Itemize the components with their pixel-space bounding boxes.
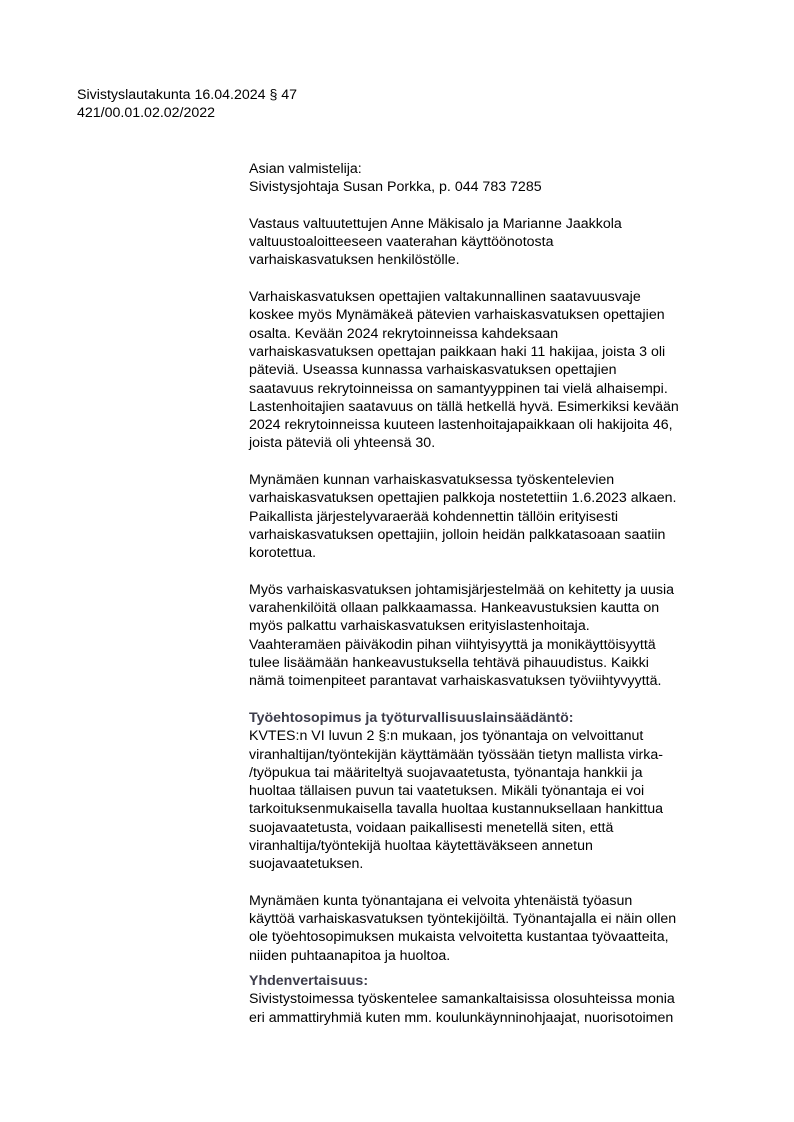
- text-line: joista päteviä oli yhteensä 30.: [249, 435, 436, 452]
- text-line: varahenkilöitä ollaan palkkaamassa. Hankeavustuksien kautta on: [249, 600, 660, 617]
- text-line: Lastenhoitajien saatavuus on tällä hetkellä hyvä. Esimerkiksi kevään: [249, 398, 679, 415]
- document-body: [249, 160, 749, 1045]
- text-line: varhaiskasvatuksen opettajien palkkoja nostetettiin 1.6.2023 alkaen.: [249, 490, 677, 507]
- paragraph-availability: [249, 288, 749, 453]
- document-header: [77, 86, 297, 122]
- section-heading-equality: Yhdenvertaisuus:: [249, 973, 369, 990]
- text-line: /työpukua tai määriteltyä suojavaatetusta, työnantaja hankkii ja: [249, 764, 643, 781]
- section-heading-labor-law: Työehtosopimus ja työturvallisuuslainsäädäntö:: [249, 709, 574, 726]
- text-line: korotettua.: [249, 545, 317, 562]
- text-line: koskee myös Mynämäkeä pätevien varhaiskasvatuksen opettajien: [249, 307, 665, 324]
- text-line: Mynämäen kunta työnantajana ei velvoita yhtenäistä työasun: [249, 892, 633, 909]
- text-line: osalta. Kevään 2024 rekrytoinneissa kahdeksaan: [249, 325, 559, 342]
- text-line: Sivistystoimessa työskentelee samankaltaisissa olosuhteissa monia: [249, 991, 675, 1008]
- text-line: viranhaltijan/työntekijän käyttämään työssään tietyn mallista virka-: [249, 746, 663, 763]
- text-line: Mynämäen kunnan varhaiskasvatuksessa työskentelevien: [249, 472, 615, 489]
- preparer-label: Asian valmistelija:: [249, 161, 362, 177]
- paragraph-kvtes: [249, 727, 749, 873]
- text-line: nämä toimenpiteet parantavat varhaiskasvatuksen työviihtyvyyttä.: [249, 673, 662, 690]
- text-line: eri ammattiryhmiä kuten mm. koulunkäynninohjaajat, nuorisotoimen: [249, 1009, 674, 1026]
- text-line: tarkoituksenmukaisella tavalla huoltaa kustannuksellaan hankittua: [249, 801, 664, 818]
- text-line: päteviä. Useassa kunnassa varhaiskasvatuksen opettajien: [249, 362, 617, 379]
- text-line: Paikallista järjestelyvaraerää kohdennettin tällöin erityisesti: [249, 508, 619, 525]
- text-line: varhaiskasvatuksen opettajiin, jolloin heidän palkkatasoaan saatiin: [249, 526, 666, 543]
- text-line: käyttöä varhaiskasvatuksen työntekijöiltä. Työnantajalla ei näin ollen: [249, 911, 677, 928]
- preparer-name: Sivistysjohtaja Susan Porkka, p. 044 783 7285: [249, 179, 542, 196]
- subject-paragraph: [249, 215, 749, 270]
- paragraph-employer: [249, 892, 749, 965]
- text-line: Myös varhaiskasvatuksen johtamisjärjestelmää on kehitetty ja uusia: [249, 581, 675, 598]
- text-line: suojavaatetuksen.: [249, 856, 364, 873]
- text-line: Varhaiskasvatuksen opettajien valtakunnallinen saatavuusvaje: [249, 289, 641, 306]
- text-line: varhaiskasvatuksen opettajan paikkaan haki 11 hakijaa, joista 3 oli: [249, 343, 666, 360]
- header-record-number: 421/00.01.02.02/2022: [77, 105, 216, 121]
- text-line: myös palkattu varhaiskasvatuksen erityislastenhoitaja.: [249, 618, 590, 635]
- preparer-block: [249, 160, 749, 197]
- text-line: 2024 rekrytoinneissa kuuteen lastenhoitajapaikkaan oli hakijoita 46,: [249, 417, 673, 434]
- text-line: ole työehtosopimuksen mukaista velvoitetta kustantaa työvaatteita,: [249, 929, 669, 946]
- subject-line: varhaiskasvatuksen henkilöstölle.: [249, 252, 460, 269]
- text-line: Vaahteramäen päiväkodin pihan viihtyisyyttä ja monikäyttöisyyttä: [249, 636, 656, 653]
- text-line: viranhaltija/työntekijä huoltaa käytettäväkseen annetun: [249, 837, 593, 854]
- header-meeting-line: Sivistyslautakunta 16.04.2024 § 47: [77, 87, 298, 103]
- paragraph-salaries: [249, 471, 749, 562]
- paragraph-development: [249, 581, 749, 691]
- subject-line: Vastaus valtuutettujen Anne Mäkisalo ja Marianne Jaakkola: [249, 215, 622, 232]
- subject-line: valtuustoaloitteeseen vaaterahan käyttöönotosta: [249, 234, 554, 251]
- text-line: tulee lisäämään hankeavustuksella tehtävä pihauudistus. Kaikki: [249, 655, 649, 672]
- text-line: suojavaatetusta, voidaan paikallisesti menetellä siten, että: [249, 819, 614, 836]
- text-line: saatavuus rekrytoinneissa on samantyyppinen tai vielä alhaisempi.: [249, 380, 668, 397]
- paragraph-equality: [249, 990, 749, 1027]
- text-line: niiden puhtaanapitoa ja huoltoa.: [249, 947, 451, 964]
- text-line: KVTES:n VI luvun 2 §:n mukaan, jos työnantaja on velvoittanut: [249, 728, 644, 745]
- text-line: huoltaa tällaisen puvun tai vaatetuksen. Mikäli työnantaja ei voi: [249, 783, 645, 800]
